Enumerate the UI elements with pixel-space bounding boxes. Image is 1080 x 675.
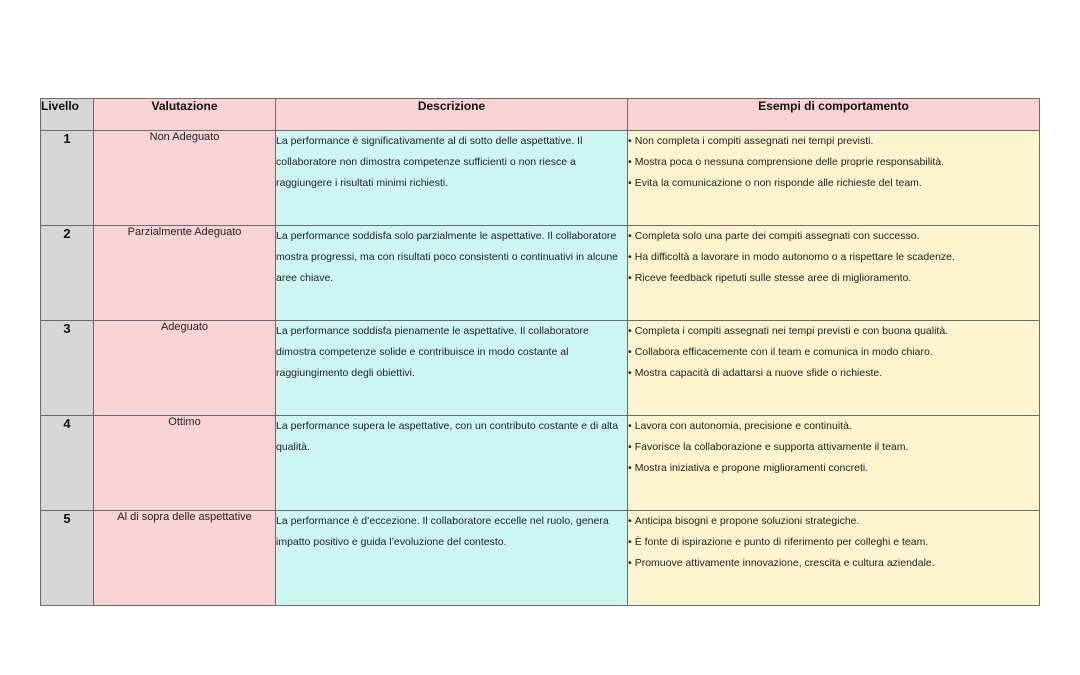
- esempi-list: [628, 321, 1039, 384]
- esempi-list: [628, 226, 1039, 289]
- header-level: Livello: [41, 99, 94, 131]
- esempi-cell: [628, 131, 1040, 226]
- valutazione-cell: Non Adeguato: [94, 131, 276, 226]
- list-item: • Evita la comunicazione o non risponde alle richieste del team.: [628, 173, 1039, 194]
- level-cell: 3: [41, 321, 94, 416]
- esempi-cell: [628, 226, 1040, 321]
- esempi-cell: [628, 321, 1040, 416]
- list-item: • Ha difficoltà a lavorare in modo autonomo o a rispettare le scadenze.: [628, 247, 1039, 268]
- level-cell: 4: [41, 416, 94, 511]
- valutazione-cell: Adeguato: [94, 321, 276, 416]
- list-item: • Mostra poca o nessuna comprensione delle proprie responsabilità.: [628, 152, 1039, 173]
- list-item: • Anticipa bisogni e propone soluzioni strategiche.: [628, 511, 1039, 532]
- list-item: • Mostra iniziativa e propone miglioramenti concreti.: [628, 458, 1039, 479]
- table-row: [41, 511, 1040, 606]
- valutazione-cell: Al di sopra delle aspettative: [94, 511, 276, 606]
- header-row: [41, 99, 1040, 131]
- list-item: • Lavora con autonomia, precisione e continuità.: [628, 416, 1039, 437]
- list-item: • Collabora efficacemente con il team e comunica in modo chiaro.: [628, 342, 1039, 363]
- level-cell: 1: [41, 131, 94, 226]
- descrizione-cell: La performance soddisfa pienamente le aspettative. Il collaboratore dimostra competenze solide e contribuisce in modo costante al raggiungimento degli obiettivi.: [276, 321, 628, 416]
- header-descrizione: Descrizione: [276, 99, 628, 131]
- esempi-list: [628, 131, 1039, 194]
- evaluation-sheet: [40, 98, 1039, 607]
- list-item: • Non completa i compiti assegnati nei tempi previsti.: [628, 131, 1039, 152]
- valutazione-cell: Ottimo: [94, 416, 276, 511]
- valutazione-cell: Parzialmente Adeguato: [94, 226, 276, 321]
- level-cell: 2: [41, 226, 94, 321]
- descrizione-cell: La performance supera le aspettative, con un contributo costante e di alta qualità.: [276, 416, 628, 511]
- esempi-list: [628, 511, 1039, 574]
- descrizione-cell: La performance è significativamente al di sotto delle aspettative. Il collaboratore non dimostra competenze sufficienti o non riesce a raggiungere i risultati minimi richiesti.: [276, 131, 628, 226]
- header-valutazione: Valutazione: [94, 99, 276, 131]
- list-item: • Riceve feedback ripetuti sulle stesse aree di miglioramento.: [628, 268, 1039, 289]
- table-row: [41, 226, 1040, 321]
- list-item: • Completa solo una parte dei compiti assegnati con successo.: [628, 226, 1039, 247]
- list-item: • Mostra capacità di adattarsi a nuove sfide o richieste.: [628, 363, 1039, 384]
- list-item: • Promuove attivamente innovazione, crescita e cultura aziendale.: [628, 553, 1039, 574]
- descrizione-cell: La performance è d’eccezione. Il collaboratore eccelle nel ruolo, genera impatto positivo e guida l’evoluzione del contesto.: [276, 511, 628, 606]
- list-item: • Favorisce la collaborazione e supporta attivamente il team.: [628, 437, 1039, 458]
- table-row: [41, 416, 1040, 511]
- descrizione-cell: La performance soddisfa solo parzialmente le aspettative. Il collaboratore mostra progressi, ma con risultati poco consistenti o continuativi in alcune aree chiave.: [276, 226, 628, 321]
- list-item: • Completa i compiti assegnati nei tempi previsti e con buona qualità.: [628, 321, 1039, 342]
- esempi-cell: [628, 511, 1040, 606]
- table-row: [41, 321, 1040, 416]
- evaluation-table: [40, 98, 1040, 606]
- header-esempi: Esempi di comportamento: [628, 99, 1040, 131]
- esempi-list: [628, 416, 1039, 479]
- table-row: [41, 131, 1040, 226]
- list-item: • È fonte di ispirazione e punto di riferimento per colleghi e team.: [628, 532, 1039, 553]
- level-cell: 5: [41, 511, 94, 606]
- esempi-cell: [628, 416, 1040, 511]
